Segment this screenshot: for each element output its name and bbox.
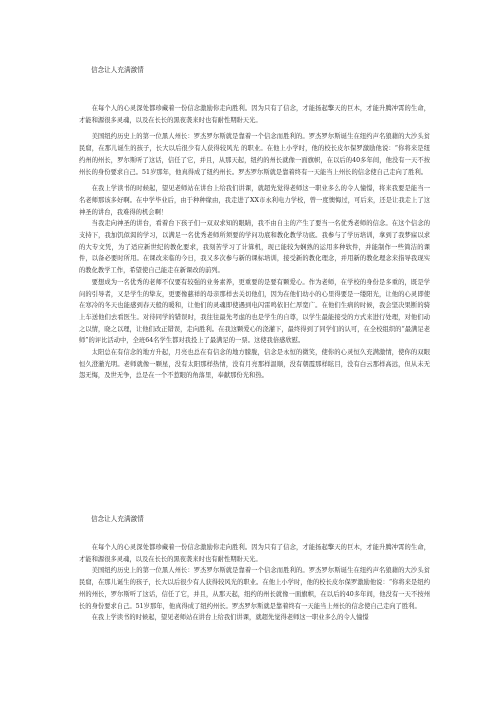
paragraph: 在我上学读书的时候起，望见老师站在讲台上给我们讲课，就超先觉得老师这一职业多么的令人憧憬，将来我要是能当一名老师那该多好啊。在中学毕业后，由于种种缘由，我走进了XX市永利电力学校，曾一度懊悔过，可后来，还是让我走上了这神圣的讲台，我难得的机会啊！ [79, 185, 430, 216]
paragraph: 当我走向神圣的讲台，看着台下孩子们一双双求知的眼睛，我不由自主的产生了要当一名优秀老师的信念。在这个信念的支持下，我加饥似渴的学习，以满足一名优秀老师所须要的学问功底和教化教学功底。我参与了学历培训，拿到了我梦寐以求的大专文凭，为了适应新世纪的教化要求，我刻苦学习了计算机，现已能较为娴熟的运用多种软件，并能制作一些简洁的课件，以备必要时所用。在课改来临的今日，我又多次参与新的课标培训，接受新的教化理念，并用新的教化理念来指导我现实的教化教学工作，希望使自己能走在新课改的前列。 [79, 220, 430, 275]
paragraph: 在我上学读书的时候起，望见老师站在讲台上给我们讲课，就超先觉得老师这一职业多么的令人憧憬 [91, 614, 369, 622]
paragraph: 美国纽约历史上的第一位黑人州长：罗杰罗尔斯就是靠着一个信念而胜利的。罗杰罗尔斯诞生在纽约声名狼藉的大沙头贫民窟，在那儿诞生的孩子，长大以后很少有人获得较风光的职业。在他上小学时，他的校长皮尔保罗激励他说：“你将来是纽约州的州长，罗尔斯听了这话，信任了它，并且，从那天起，纽约的州长就像一面旗帜，在以后的40多年间，他没有一天不按州长的身份要求自己。51岁那年，他真得成了纽约州长。罗杰罗尔斯就是靠着终有一天能当上州长的信念使自己走向了胜利。 [79, 567, 430, 610]
essay-title-repeat: 信念让人充满激情 [91, 515, 144, 523]
paragraph: 要想成为一名优秀的老师不仅要有较强的业务素养，更重要的是要有颗爱心。作为老师，在学校的身份是多重的，既是学问的引导者，又是学生的挚友，更要像慈祥的母亲那样去关切他们，因为在他们幼小的心里得要是一缕阳光，让他的心灵即使在寒冷的冬天也能感到春天般的暖和，让他们的灵魂即使遇到电闪雷鸣依旧仁厚宽广。在他们生病的时候，我会坚决果断的骑上车送他们去看医生。对待同学的错误时，我往往最先考虑的也是学生的自尊，以学生最能接受的方式来进行处理，对他们动之以情，晓之以理，让他们改正错误，走向胜利。在我这颗爱心的浇灌下，最终得到了同学们的认可，在全校组织的“最满足老师”的评比活动中，全班64名学生都对我投上了最满足的一票。这使我倍感欣慰。 [79, 278, 430, 345]
essay-body-repeat [79, 542, 430, 624]
paragraph: 在每个人的心灵深处都珍藏着一份信念激励你走向胜利。因为只有了信念，才能扬起擎天的巨木，才能升腾冲霄的生命，才能和源很多灵魂，以及在长长的黑夜袭来时也有耐性期盼天光。 [79, 105, 430, 124]
paragraph: 在每个人的心灵深处都珍藏着一份信念激励你走向胜利。因为只有了信念，才能扬起擎天的巨木，才能升腾冲霄的生命，才能和源很多灵魂，以及在长长的黑夜袭来时也有耐性期盼天光。 [79, 544, 430, 563]
paragraph: 太阳总在有信念的地方升起，月亮也总在有信念的地方朦胧，信念是永恒的微笑，使你的心灵恒久充满激情，使你的双眼恒久澄澈光明。老师就像一颗星，没有太阳那样热情，没有月亮那样温顺，没有朝霞那样眩目，没有白云那样高远，但从未无怨无悔，及世无争，总是在一个不惹眼的角落里，奉献那份光和热。 [79, 349, 430, 380]
essay-body [79, 103, 430, 382]
paragraph: 美国纽约历史上的第一位黑人州长：罗杰罗尔斯就是靠着一个信念而胜利的。罗杰罗尔斯诞生在纽约声名狼藉的大沙头贫民窟，在那儿诞生的孩子，长大以后很少有人获得较风光 的职业。在他上小学时，他的校长皮尔保罗激励他说：“你将来是纽约州的州长，罗尔斯听了这话，信任了它，并且，从那天起，纽约的州长就像一面旗帜，在以后的40多年间，他没有一天不按州长的身份要求自己。51岁那年，他真得成了纽约州长。罗杰罗尔斯就是靠着终有一天能当上州长的信念使自己走向了胜利。 [79, 133, 430, 176]
essay-title: 信念让人充满激情 [91, 66, 144, 74]
